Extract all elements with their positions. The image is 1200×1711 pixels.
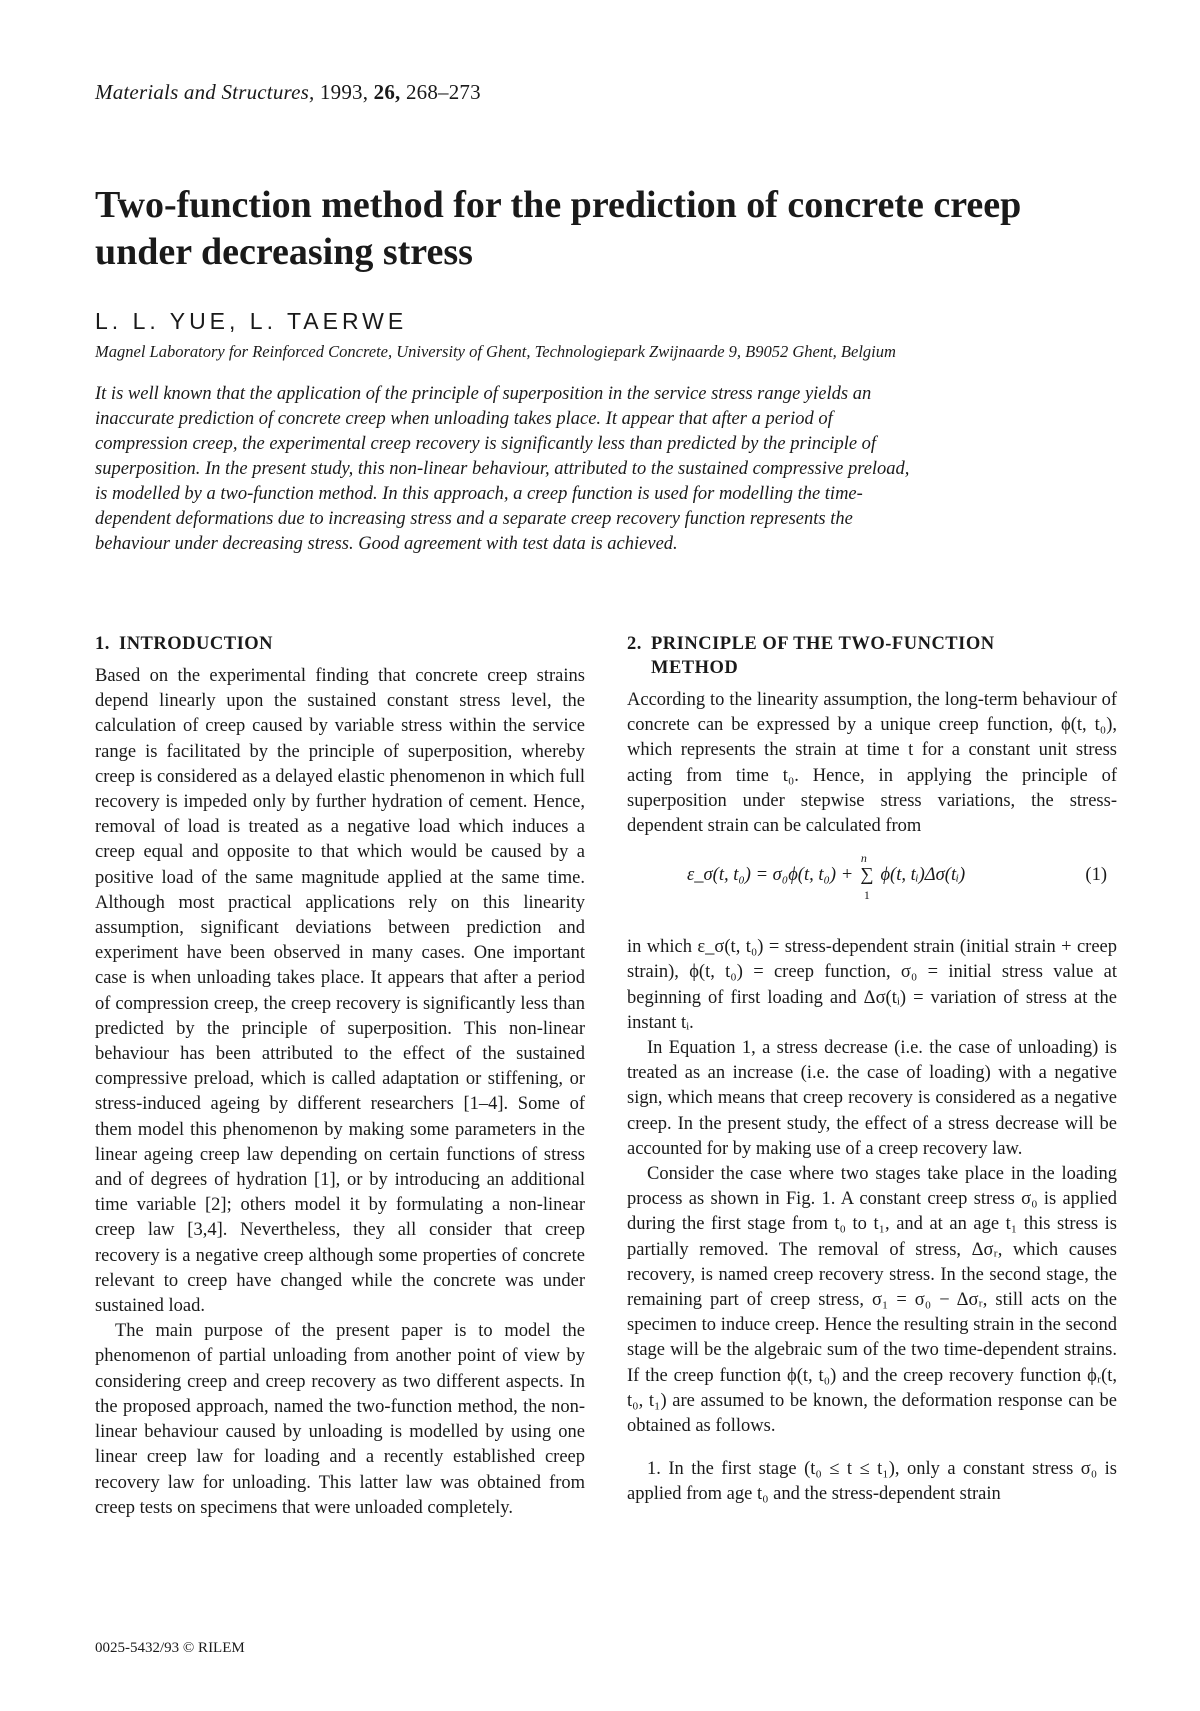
section-1-title: INTRODUCTION xyxy=(119,634,274,654)
authors: L. L. YUE, L. TAERWE xyxy=(95,308,408,334)
affiliation: Magnel Laboratory for Reinforced Concrete, University of Ghent, Technologiepark Zwijnaarde 9, B9052 Ghent, Belgium xyxy=(95,342,896,361)
equation-body xyxy=(687,851,966,903)
journal-name: Materials and Structures, xyxy=(95,80,315,104)
paper-title: Two-function method for the prediction of concrete creep under decreasing stress xyxy=(95,184,1022,273)
section-1-paragraph-1: Based on the experimental finding that concrete creep strains depend linearly upon the sustained constant stress level, the calculation of creep caused by variable stress within the service range is facilitated by the principle of superposition, whereby creep is considered as a delayed elastic phenomenon in which full recovery is impeded only by further hydration of cement. Hence, removal of load is treated as a negative load which induces a creep equal and opposite to that which would be caused by a positive load of the same magnitude applied at the same time. Although most practical applications rely on this linearity assumption, significant deviations between prediction and experiment have been observed in many cases. One important case is when unloading takes place. It appears that after a period of compression creep, the creep recovery is significantly less than predicted by the principle of superposition. This non-linear behaviour has been attributed to the effect of the sustained compressive preload, which is called adaptation or stiffening, or stress-induced ageing by different researchers [1–4]. Some of them model this phenomenon by making some parameters in the linear ageing creep law depending on certain functions of stress and of degrees of hydration [1], or by introducing an additional time variable [2]; others model it by formulating a non-linear creep law [3,4]. Nevertheless, they all consider that creep recovery is a negative creep although some properties of concrete relevant to creep have changed while the concrete was under sustained load. xyxy=(95,666,585,1317)
equation-number: (1) xyxy=(1085,865,1107,886)
journal-year: 1993, xyxy=(319,80,369,104)
equation-rhs: ϕ(t, tᵢ)Δσ(tᵢ) xyxy=(880,865,966,886)
journal-pages: 268–273 xyxy=(405,80,481,104)
section-1-heading xyxy=(95,632,585,656)
right-column xyxy=(627,632,1117,1508)
section-1-number: 1. xyxy=(95,634,110,654)
abstract: It is well known that the application of the principle of superposition in the service stress range yields an inaccurate prediction of concrete creep when unloading takes place. It appear that after a period of compression creep, the experimental creep recovery is significantly less than predicted by the principle of superposition. In the present study, this non-linear behaviour, attributed to the sustained compressive preload, is modelled by a two-function method. In this approach, a creep function is used for modelling the time-dependent deformations due to increasing stress and a separate creep recovery function represents the behaviour under decreasing stress. Good agreement with test data is achieved. xyxy=(95,384,910,554)
section-2-number: 2. xyxy=(627,634,642,654)
section-2-stage-1: 1. In the first stage (t₀ ≤ t ≤ t₁), only a constant stress σ₀ is applied from age t₀ and the stress-dependent strain xyxy=(627,1459,1117,1505)
summation-lower-limit: 1 xyxy=(863,888,870,903)
section-2-paragraph-3: In Equation 1, a stress decrease (i.e. the case of unloading) is treated as an increase (i.e. the case of loading) with a negative sign, which means that creep recovery is considered as a negative creep. In the present study, the effect of a stress decrease will be accounted for by making use of a creep recovery law. xyxy=(627,1038,1117,1159)
section-2-title-line-1: PRINCIPLE OF THE TWO-FUNCTION xyxy=(651,634,995,654)
journal-volume: 26, xyxy=(373,80,401,104)
left-column xyxy=(95,632,585,1521)
journal-citation xyxy=(95,80,481,105)
section-2-title-line-2: METHOD xyxy=(651,658,739,678)
copyright-footer: 0025-5432/93 © RILEM xyxy=(95,1640,245,1656)
summation-symbol: ∑ n 1 xyxy=(858,863,876,888)
section-2-heading xyxy=(627,632,1117,680)
equation-lhs: ε_σ(t, t₀) = σ₀ϕ(t, t₀) + xyxy=(687,865,854,886)
summation-upper-limit: n xyxy=(860,851,867,866)
section-2-paragraph-1: According to the linearity assumption, the long-term behaviour of concrete can be expressed by a unique creep function, ϕ(t, t₀), which represents the strain at time t for a constant unit stress acting from time t₀. Hence, in applying the principle of superposition under stepwise stress variations, the stress-dependent strain can be calculated from xyxy=(627,690,1117,837)
section-1-paragraph-2: The main purpose of the present paper is to model the phenomenon of partial unloading from another point of view by considering creep and creep recovery as two different aspects. In the proposed approach, named the two-function method, the non-linear behaviour caused by unloading is modelled by using one linear creep law for loading and a recently established creep recovery law for unloading. This latter law was obtained from creep tests on specimens that were unloaded completely. xyxy=(95,1321,585,1518)
section-2-paragraph-2: in which ε_σ(t, t₀) = stress-dependent strain (initial strain + creep strain), ϕ(t, t₀) = creep function, σ₀ = initial stress value at beginning of first loading and Δσ(tᵢ) = variation of stress at the instant tᵢ. xyxy=(627,937,1117,1033)
equation-1 xyxy=(627,853,1117,917)
section-2-paragraph-4: Consider the case where two stages take place in the loading process as shown in Fig. 1. A constant creep stress σ₀ is applied during the first stage from t₀ to t₁, and at an age t₁ this stress is partially removed. The removal of stress, Δσᵣ, which causes recovery, is named creep recovery stress. In the second stage, the remaining part of creep stress, σ₁ = σ₀ − Δσᵣ, still acts on the specimen to induce creep. Hence the resulting strain in the second stage will be the algebraic sum of the two time-dependent strains. If the creep function ϕ(t, t₀) and the creep recovery function ϕᵣ(t, t₀, t₁) are assumed to be known, the deformation response can be obtained as follows. xyxy=(627,1164,1117,1437)
